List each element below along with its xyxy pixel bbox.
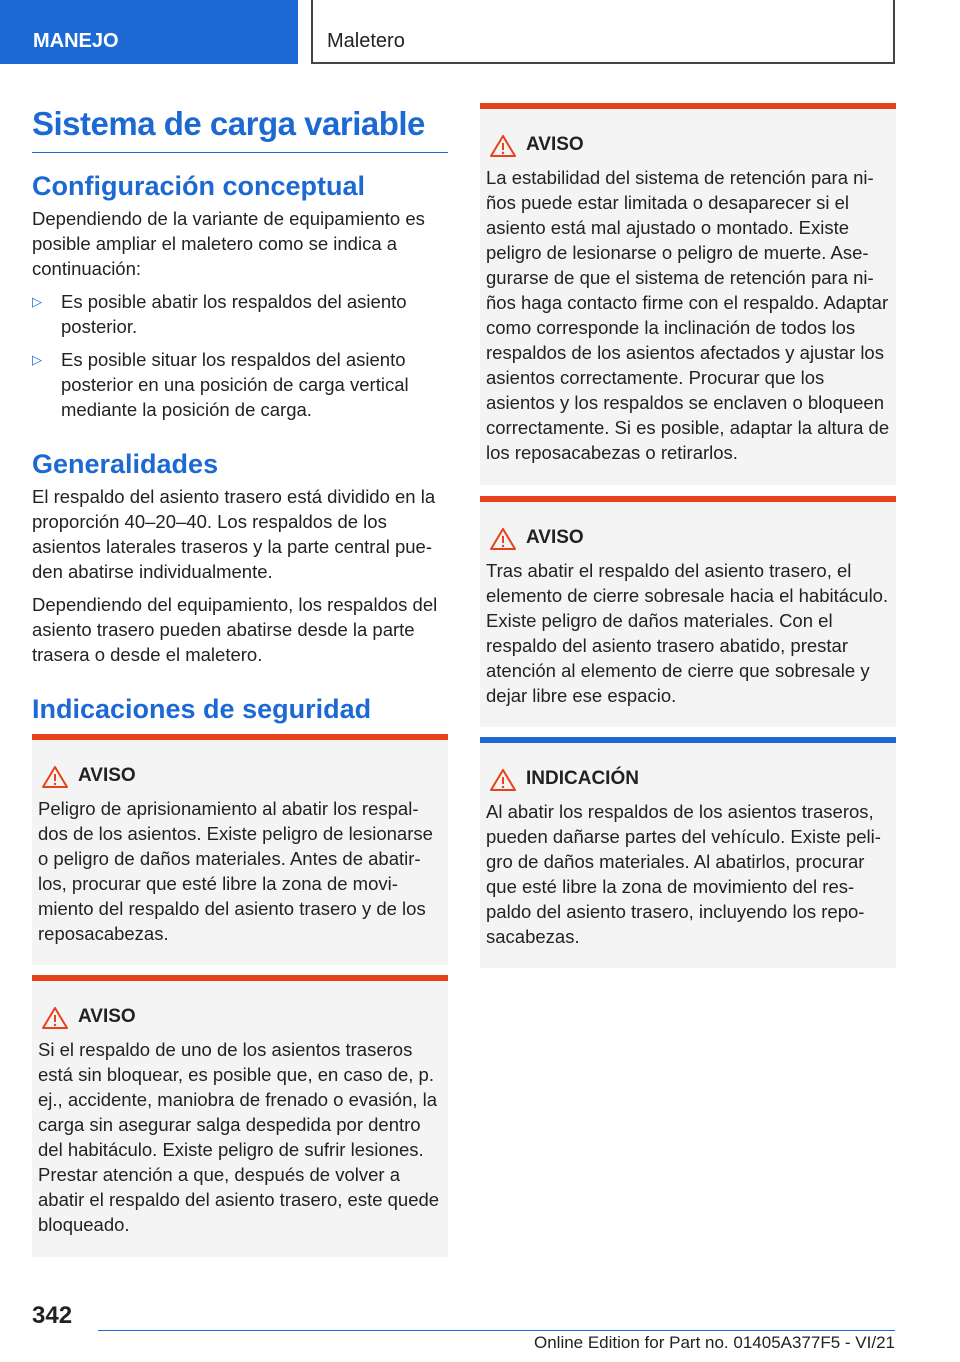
warning-box: [480, 103, 896, 485]
warning-label: AVISO: [78, 765, 136, 786]
list-item: [32, 347, 448, 422]
warning-box: [32, 734, 448, 965]
safety-heading: Indicaciones de seguridad: [32, 694, 372, 724]
footer-edition: Online Edition for Part no. 01405A377F5 - VI/21: [533, 1333, 895, 1352]
warning-triangle-icon: [490, 135, 516, 157]
concept-heading: Configuración conceptual: [32, 171, 366, 201]
footer-divider: [98, 1330, 895, 1331]
warning-triangle-icon: [42, 1007, 68, 1029]
triangle-right-icon: ▷: [32, 294, 42, 309]
warning-text: Tras abatir el respaldo del asiento trasero, el elemento de cierre sobresale hacia el habitáculo. Existe peligro de daños materiales. Con el respaldo del asiento trasero abatido, prestar atención al elemento de cierre que sobresale y dejar libre ese espacio.: [486, 560, 889, 706]
info-box: [480, 737, 896, 968]
warning-label: AVISO: [78, 1006, 136, 1027]
list-item: [32, 289, 448, 339]
warning-triangle-icon: [490, 528, 516, 550]
warning-box: [32, 975, 448, 1257]
warning-text: Peligro de aprisionamiento al abatir los respaldos de los asientos. Existe peligro de lesionarse o peligro de daños materiales. Antes de abatirlos, procurar que esté libre la zona de movimiento del respaldo del asiento trasero y de los reposacabezas.: [38, 798, 433, 944]
triangle-right-icon: ▷: [32, 352, 42, 367]
general-paragraph-2: Dependiendo del equipamiento, los respaldos del asiento trasero pueden abatirse desde la parte trasera o desde el maletero.: [32, 594, 438, 665]
warning-label: AVISO: [526, 527, 584, 548]
concept-section: [32, 170, 448, 422]
warning-text: Si el respaldo de uno de los asientos traseros está sin bloquear, es posible que, en caso de, p. ej., accidente, maniobra de frenado o evasión, la carga sin asegurar salga despedida por dentro del habitáculo. Existe peligro de sufrir lesiones. Prestar atención a que, después de volver a abatir el respaldo del asiento trasero, este quede bloqueado.: [38, 1039, 440, 1235]
header-chapter: Maletero: [311, 0, 895, 64]
list-item-text: Es posible situar los respaldos del asiento posterior en una posición de carga vertical mediante la posición de carga.: [61, 349, 409, 420]
concept-intro: Dependiendo de la variante de equipamiento es posible ampliar el maletero como se indica a continuación:: [32, 208, 425, 279]
info-text: Al abatir los respaldos de los asientos traseros, pueden dañarse partes del vehículo. Existe peligro de daños materiales. Al abatirlos, procurar que esté libre la zona de movimiento del respaldo del asiento trasero, incluyendo los reposacabezas.: [486, 801, 881, 947]
list-item-text: Es posible abatir los respaldos del asiento posterior.: [61, 291, 407, 337]
info-label: INDICACIÓN: [526, 768, 639, 789]
page-title: Sistema de carga variable: [32, 104, 448, 153]
warning-triangle-icon: [490, 769, 516, 791]
page-number: 342: [32, 1302, 73, 1329]
warning-label: AVISO: [526, 134, 584, 155]
general-paragraph-1: El respaldo del asiento trasero está dividido en la proporción 40–20–40. Los respaldos de los asientos laterales traseros y la parte central pueden abatirse individualmente.: [32, 486, 436, 582]
warning-triangle-icon: [42, 766, 68, 788]
safety-section: [32, 693, 448, 725]
warning-box: [480, 496, 896, 727]
warning-text: La estabilidad del sistema de retención para niños puede estar limitada o desaparecer si el asiento está mal ajustado o montado. Existe peligro de lesionarse o peligro de muerte. Asegurarse de que el sistema de retención para niños haga contacto firme con el respaldo. Adaptar como corresponde la inclinación de todos los respaldos de los asientos afectados y ajustar los asientos correctamente. Procurar que los asientos y los respaldos se enclaven o bloqueen correctamente. Si es posible, adaptar la altura de los reposacabezas o retirarlos.: [486, 167, 890, 463]
concept-bullet-list: [32, 289, 448, 422]
general-heading: Generalidades: [32, 449, 219, 479]
general-section: [32, 448, 448, 667]
header-section-tab: MANEJO: [0, 0, 298, 64]
